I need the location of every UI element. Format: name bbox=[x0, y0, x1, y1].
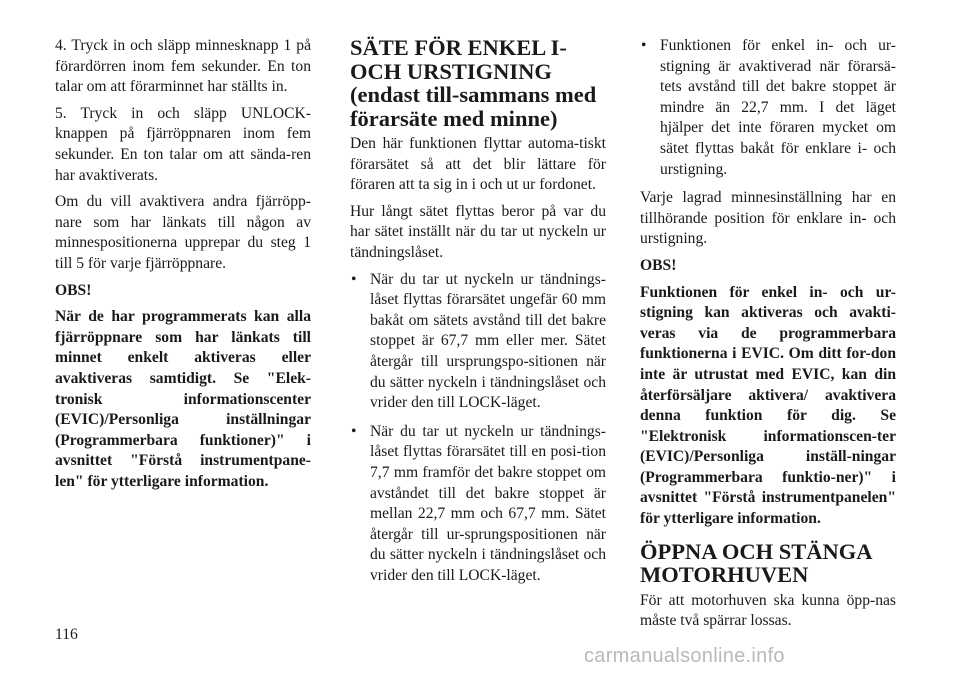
note-text: När de har programmerats kan alla fjärröppnare som har länkats till minnet enkelt aktiveras eller avaktiveras samtidigt. Se "Elek-tronisk informationscenter (EVIC)/Personliga inställningar (Programmerbara funktioner)" i avsnittet "Förstå instrumentpane-len" för ytterligare information. bbox=[55, 308, 311, 490]
intro-paragraph: Den här funktionen flyttar automa-tiskt förarsätet så att det blir lättare för föraren att ta sig in i och ut ur fordonet. bbox=[350, 135, 606, 194]
memory-paragraph: Varje lagrad minnesinställning har en tillhörande position för enklare in- och urstigning. bbox=[640, 189, 896, 248]
list-item-text: När du tar ut nyckeln ur tändnings-låset flyttas förarsätet ungefär 60 mm bakåt om sätets avstånd till det bakre stoppet är 67,7 mm eller mer. Sätet återgår till ursprungspo-sitionen när du sätter nyckeln i tändningslåset och vrider den till LOCK-läget. bbox=[370, 270, 606, 412]
list-item bbox=[350, 422, 606, 587]
step-5-paragraph: 5. Tryck in och släpp UNLOCK-knappen på fjärröppnaren inom fem sekunder. En ton talar om att sända-ren har avaktiverats. bbox=[55, 104, 311, 184]
column-middle bbox=[350, 36, 606, 594]
page-number: 116 bbox=[55, 626, 78, 643]
section-heading-easy-entry: SÄTE FÖR ENKEL I- OCH URSTIGNING (endast till-sammans med förarsäte med minne) bbox=[350, 35, 597, 131]
hood-paragraph: För att motorhuven ska kunna öpp-nas måste två spärrar lossas. bbox=[640, 591, 896, 630]
bullet-list bbox=[350, 270, 606, 587]
column-left bbox=[55, 36, 311, 498]
list-item-text: Funktionen för enkel in- och ur-stigning är avaktiverad när förarsä-tets avstånd till det bakre stoppet är mindre än 22,7 mm. I det läget hjälper det inte föraren mycket om sätet flyttas bakåt för enklare i- och urstigning. bbox=[660, 37, 896, 178]
section-heading-hood: ÖPPNA OCH STÄNGA MOTORHUVEN bbox=[640, 538, 872, 588]
watermark: carmanualsonline.info bbox=[584, 645, 785, 667]
note-label: OBS! bbox=[640, 256, 677, 274]
repeat-paragraph: Om du vill avaktivera andra fjärröpp-nare som har länkats till någon av minnespositionerna upprepar du steg 1 till 5 för varje fjärröppnare. bbox=[55, 193, 311, 272]
note-text: Funktionen för enkel in- och ur-stigning kan aktiveras och avakti-veras via de programmerbara funktionerna i EVIC. Om ditt for-don inte är utrustat med EVIC, kan din återförsäljare aktivera/ avaktivera denna funktion för dig. Se "Elektronisk informationscen-ter (EVIC)/Personliga inställ-ningar (Programmerbara funktio-ner)" i avsnittet "Förstå instrumentpanelen" för ytterligare information. bbox=[640, 283, 896, 528]
bullet-icon: • bbox=[351, 270, 357, 288]
distance-paragraph: Hur långt sätet flyttas beror på var du har sätet inställt när du tar ut nyckeln ur tändningslåset. bbox=[350, 202, 606, 261]
list-item bbox=[640, 36, 896, 180]
step-4-paragraph: 4. Tryck in och släpp minnesknapp 1 på förardörren inom fem sekunder. En ton talar om att förarminnet har ställts in. bbox=[55, 37, 311, 96]
column-right bbox=[640, 36, 896, 638]
bullet-icon: • bbox=[351, 422, 357, 440]
bullet-list bbox=[640, 36, 896, 180]
bullet-icon: • bbox=[641, 37, 647, 54]
note-label: OBS! bbox=[55, 281, 92, 299]
list-item-text: När du tar ut nyckeln ur tändnings-låset flyttas förarsätet till en posi-tion 7,7 mm framför det bakre stoppet om avståndet till det bakre stoppet är mellan 22,7 mm och 67,7 mm. Sätet återgår till ur-sprungspositionen när du sätter nyckeln i tändningslåset och vrider den till LOCK-läget. bbox=[370, 422, 606, 584]
list-item bbox=[350, 270, 606, 414]
